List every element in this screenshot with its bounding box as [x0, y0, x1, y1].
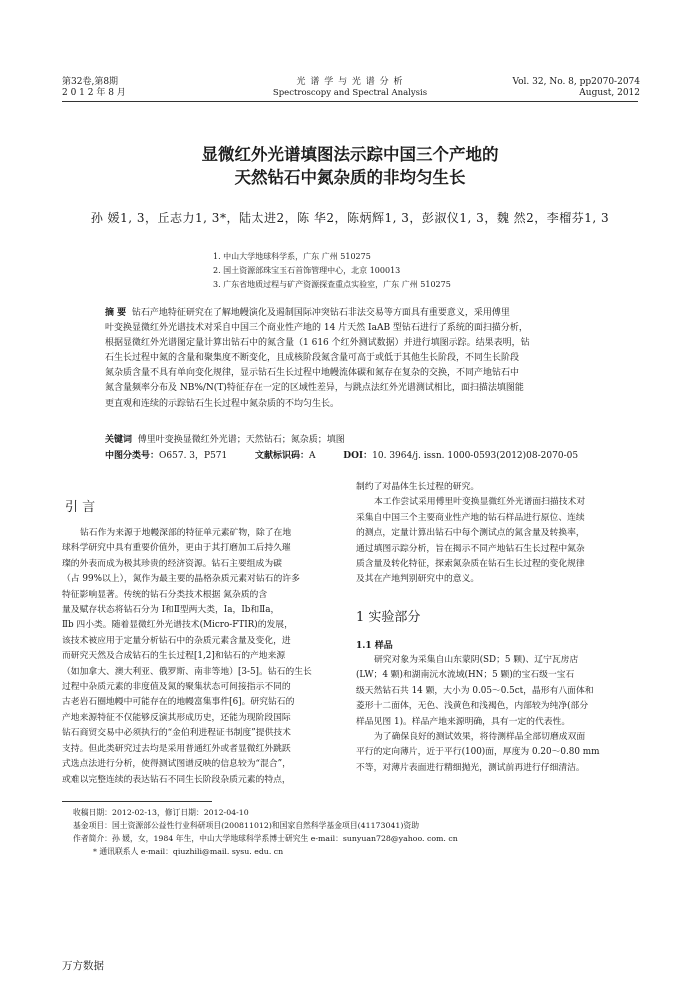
intro-heading: 引 言 [65, 500, 96, 515]
title-line-2: 天然钻石中氮杂质的非均匀生长 [234, 168, 466, 187]
classification [105, 449, 605, 464]
intro-line: 或难以完整连续的表达钻石不同生长阶段杂质元素的特点， [62, 774, 291, 785]
journal-citation [512, 77, 640, 99]
affiliation-3: 3. 广东省地质过程与矿产资源探查重点实验室，广东 广州 510275 [213, 280, 451, 289]
intro-body [62, 526, 345, 788]
para-line: 的测点，定量计算出钻石中每个测试点的氮含量及转换率， [356, 528, 585, 539]
right-column [356, 480, 639, 588]
author-bio: 作者简介：孙 媛，女，1984 年生，中山大学地球科学系博士研究生 e-mail：sunyuan728@yahoo. com. cn [73, 834, 458, 843]
abstract-line: 根据显微红外光谱图定量计算出钻石中的氮含量（1 616 个红外测试数据）并进行填图示踪。结果表明，钻 [105, 338, 530, 349]
abstract-text: 钻石产地特征研究在了解地幔演化及遏制国际冲突钻石非法交易等方面具有重要意义，采用傅里 [131, 308, 510, 318]
keywords-label: 关键词 [105, 435, 133, 445]
abstract-line: 氮含量频率分布及 NB%/N(T)特征存在一定的区域性差异，与跳点法红外光谱测试相比，面扫描法填图能 [105, 383, 524, 394]
intro-line: 式选点法进行分析，使得测试图谱反映的信息较为“混合”， [62, 759, 291, 770]
date-line-en: August, 2012 [579, 88, 640, 98]
sample-line: 样品见图 1)。样品产地来源明确，具有一定的代表性。 [356, 716, 571, 727]
keywords-text: 傅里叶变换显微红外光谱；天然钻石；氮杂质；填图 [137, 435, 345, 445]
abstract-line: 叶变换显微红外光谱技术对采自中国三个商业性产地的 14 片天然 IaAB 型钻石进行了系统的面扫描分析， [105, 323, 528, 334]
received-date: 收稿日期：2012-02-13，修订日期：2012-04-10 [73, 808, 249, 817]
keywords [105, 433, 597, 448]
abstract-line: 氮杂质含量不具有单向变化规律，显示钻石生长过程中地幔流体碳和氮存在复杂的交换，不同产地钻石中 [105, 368, 520, 379]
doc-code-value: A [309, 451, 316, 461]
intro-line: 特征影响显著。传统的钻石分类技术根据 氮杂质的含 [62, 589, 268, 600]
journal-volume-issue [62, 77, 126, 99]
intro-line: 而研究天然及合成钻石的生长过程[1,2]和钻石的产地来源 [62, 651, 286, 662]
title-line-1: 显微红外光谱填图法示踪中国三个产地的 [201, 145, 499, 164]
corresponding-author: * 通讯联系人 e-mail：qiuzhili@mail. sysu. edu. cn [93, 847, 284, 856]
intro-line: 璨的外表而成为极其珍贵的经济资源。钻石主要组成为碳 [62, 558, 282, 569]
pages-line: Vol. 32, No. 8, pp2070-2074 [512, 77, 640, 87]
header-rule [62, 101, 638, 102]
doc-code-label: 文献标识码： [255, 451, 310, 461]
doi-value: 10. 3964/j. issn. 1000-0593(2012)08-2070-05 [372, 451, 579, 461]
sample-line: 级天然钻石共 14 颗，大小为 0.05～0.5ct，晶形有八面体和 [356, 685, 594, 696]
sample-line: 研究对象为采集自山东蒙阴(SD；5 颗)、辽宁瓦房店 [374, 655, 579, 665]
intro-line: 量及赋存状态将钻石分为 Ⅰ和Ⅱ型两大类，Ⅰa，Ⅰb和Ⅱa， [62, 605, 280, 616]
intro-line: 钻石商贸交易中必须执行的“金伯利进程证书制度”提供技术 [62, 728, 291, 739]
para-line: 本工作尝试采用傅里叶变换显微红外光谱面扫描技术对 [374, 497, 586, 508]
footnote-rule [62, 801, 212, 802]
date-line-cn: 2 0 1 2 年 8 月 [62, 88, 126, 98]
clc-label: 中图分类号： [105, 451, 160, 461]
abstract [105, 306, 597, 412]
subsection-heading-samples: 1.1 样品 [356, 641, 393, 651]
abstract-label: 摘 要 [105, 308, 127, 318]
affiliation-2: 2. 国土资源部珠宝玉石首饰管理中心，北京 100013 [213, 266, 401, 275]
intro-line: （如加拿大、澳大利亚、俄罗斯、南非等地）[3-5]。钻石的生长 [62, 666, 312, 677]
intro-line: 该技术被应用于定量分析钻石中的杂质元素含量及变化，进 [62, 635, 291, 646]
intro-line: 产地来源特征不仅能够反演其形成历史，还能为现阶段国际 [62, 712, 291, 723]
para-line: 及其在产地判别研究中的意义。 [356, 574, 480, 585]
watermark: 万方数据 [62, 960, 104, 972]
sample-line: 不等，对薄片表面进行精细抛光，测试前再进行仔细清洁。 [356, 762, 585, 773]
affiliations [213, 250, 451, 292]
intro-line: 过程中杂质元素的非度值及氮的聚集状态可间接指示不同的 [62, 682, 291, 693]
para-line: 通过填图示踪分析，旨在揭示不同产地钻石生长过程中氮杂 [356, 543, 585, 554]
paper-title [0, 143, 700, 189]
abstract-line: 石生长过程中氮的含量和聚集度不断变化，且成核阶段氮含量可高于或低于其他生长阶段，不同生长阶段 [105, 353, 520, 364]
intro-line: （占 99%以上），氮作为最主要的晶格杂质元素对钻石的许多 [62, 574, 300, 585]
intro-line: 钻石作为来源于地幔深部的特征单元素矿物，除了在地 [80, 528, 292, 538]
intro-line: 古老岩石圈地幔中可能存在的地幔富集事件[6]。研究钻石的 [62, 697, 295, 708]
sample-line: (LW；4 颗)和湖南沅水流域(HN；5 颗)的宝石级一宝石 [356, 670, 575, 681]
journal-name [230, 77, 470, 99]
author-list: 孙 媛1, 3，丘志力1, 3*，陆太进2，陈 华2，陈炳辉1, 3，彭淑仪1, 3，魏 然2，李榴芬1, 3 [90, 211, 610, 225]
fund-info: 基金项目：国土资源部公益性行业科研项目(200811012)和国家自然科学基金项目(41173041)资助 [73, 821, 419, 830]
intro-line: 支持。但此类研究过去均是采用普通红外或者显微红外跳跃 [62, 743, 291, 754]
sample-line: 为了确保良好的测试效果，将待测样品全部切磨成双面 [374, 732, 586, 743]
intro-line: 球科学研究中具有重要价值外，更由于其打磨加工后持久璀 [62, 543, 291, 554]
intro-line: Ⅱb 四小类。随着显微红外光谱技术(Micro-FTIR)的发展， [62, 620, 293, 631]
footnote [73, 806, 643, 858]
doi-label: DOI： [343, 451, 373, 461]
abstract-line [105, 306, 597, 321]
sample-line: 菱形十二面体，无色、浅黄色和浅褐色，内部较为纯净(部分 [356, 701, 589, 712]
clc-value: O657. 3，P571 [159, 451, 228, 461]
volume-line: 第32卷,第8期 [62, 77, 119, 87]
journal-name-cn: 光 谱 学 与 光 谱 分 析 [296, 77, 404, 87]
para-line: 采集自中国三个主要商业性产地的钻石样品进行原位、连续 [356, 512, 585, 523]
samples-body [356, 653, 639, 776]
affiliation-1: 1. 中山大学地球科学系，广东 广州 510275 [213, 252, 371, 261]
sample-line: 平行的定向薄片，近于平行(100)面，厚度为 0.20～0.80 mm [356, 747, 600, 758]
journal-name-en: Spectroscopy and Spectral Analysis [272, 88, 428, 98]
para-line: 质含量及转化特征，探索氮杂质在钻石生长过程的变化规律 [356, 559, 585, 570]
section-heading-experimental: 1 实验部分 [356, 610, 421, 625]
abstract-line: 更直观和连续的示踪钻石生长过程中氮杂质的不均匀生长。 [105, 398, 340, 409]
continued-line: 制约了对晶体生长过程的研究。 [356, 482, 480, 492]
